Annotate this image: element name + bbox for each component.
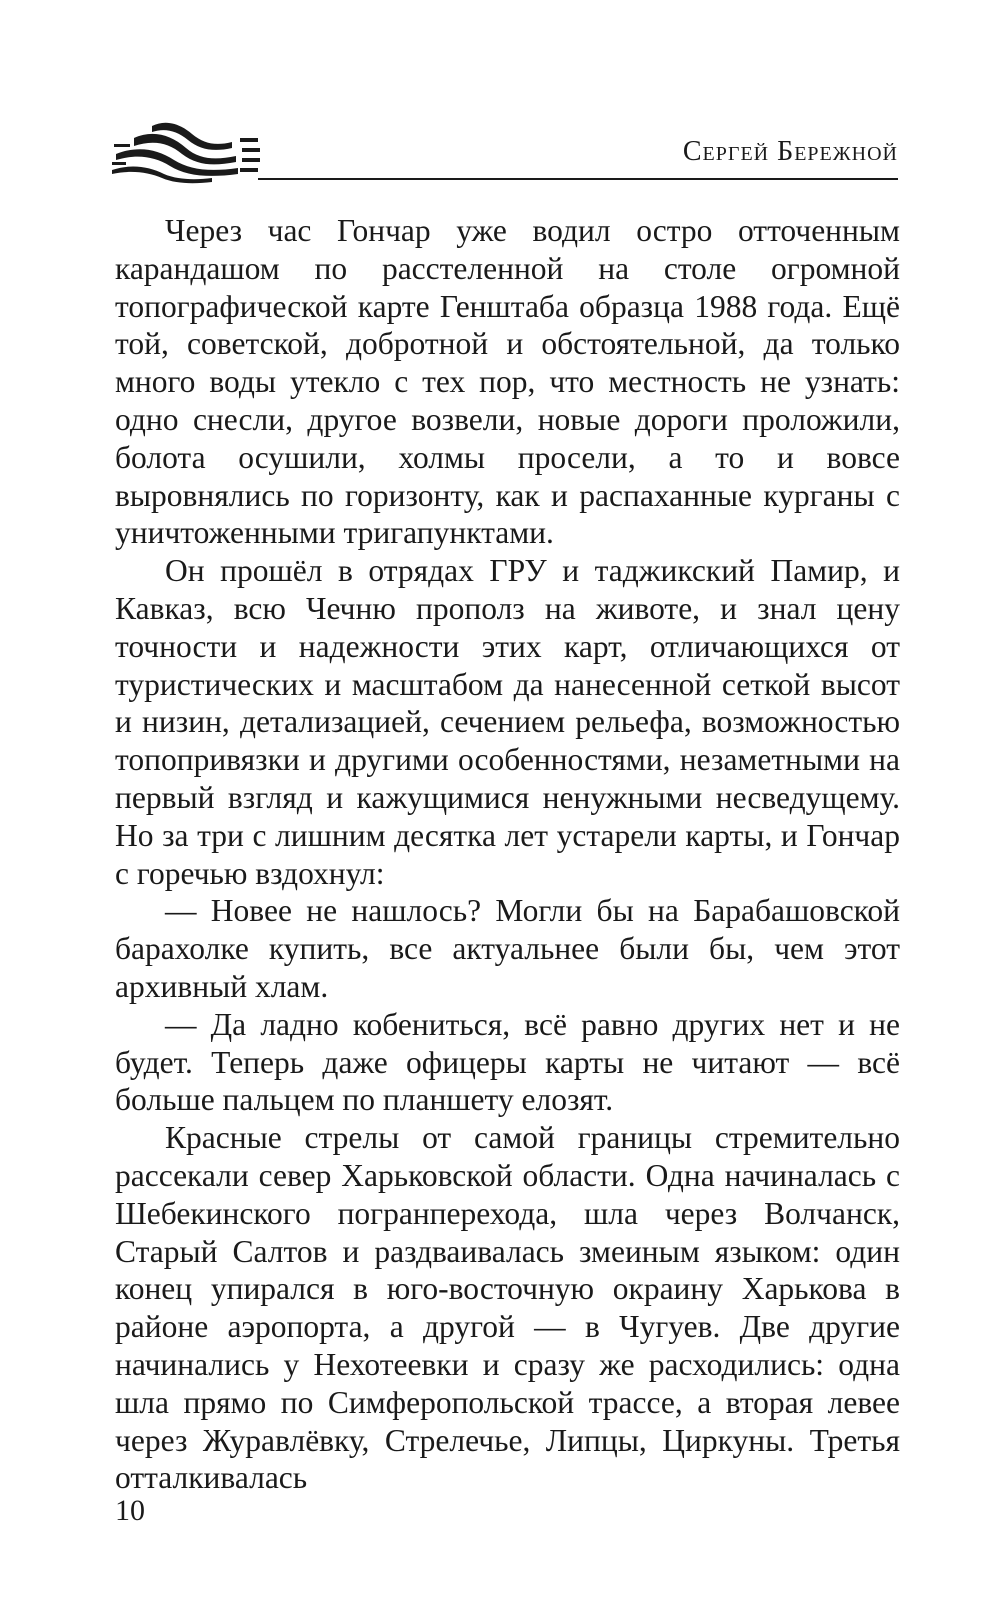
header-rule <box>258 178 898 180</box>
body-text <box>115 212 900 1497</box>
running-header <box>112 118 898 184</box>
paragraph: Красные стрелы от самой границы стремительно рассекали север Харьковской области. Одна начиналась с Шебекинского погранперехода, шла через Волчанск, Старый Салтов и раздваивалась змеиным языком: один конец упирался в юго-восточную окраину Харькова в районе аэропорта, а другой — в Чугуев. Две другие начинались у Нехотеевки и сразу же расходились: одна шла прямо по Симферопольской трассе, а вторая левее через Журавлёвку, Стрелечье, Липцы, Циркуны. Третья отталкивалась <box>115 1120 900 1496</box>
paragraph: Он прошёл в отрядах ГРУ и таджикский Памир, и Кавказ, всю Чечню прополз на животе, и знал цену точности и надежности этих карт, отличающихся от туристических и масштабом да нанесенной сеткой высот и низин, детализацией, сечением рельефа, возможностью топопривязки и другими особенностями, незаметными на первый взгляд и кажущимися ненужными несведущему. Но за три с лишним десятка лет устарели карты, и Гончар с горечью вздохнул: <box>115 553 900 891</box>
paragraph: Через час Гончар уже водил остро отточенным карандашом по расстеленной на столе огромной топографической карте Генштаба образца 1988 года. Ещё той, советской, добротной и обстоятельной, да только много воды утекло с тех пор, что местность не узнать: одно снесли, другое возвели, новые дороги проложили, болота осушили, холмы просели, а то и вовсе выровнялись по горизонту, как и распаханные курганы с уничтоженными тригапунктами. <box>115 213 900 551</box>
dialogue-line: — Новее не нашлось? Могли бы на Барабашовской барахолке купить, все актуальнее были бы, чем этот архивный хлам. <box>115 893 900 1004</box>
dialogue-line: — Да ладно кобениться, всё равно других нет и не будет. Теперь даже офицеры карты не читают — всё больше пальцем по планшету елозят. <box>115 1006 900 1118</box>
page-number: 10 <box>115 1494 145 1527</box>
running-title: Сергей Бережной <box>682 136 898 167</box>
speed-lines-ornament-icon <box>112 118 262 184</box>
